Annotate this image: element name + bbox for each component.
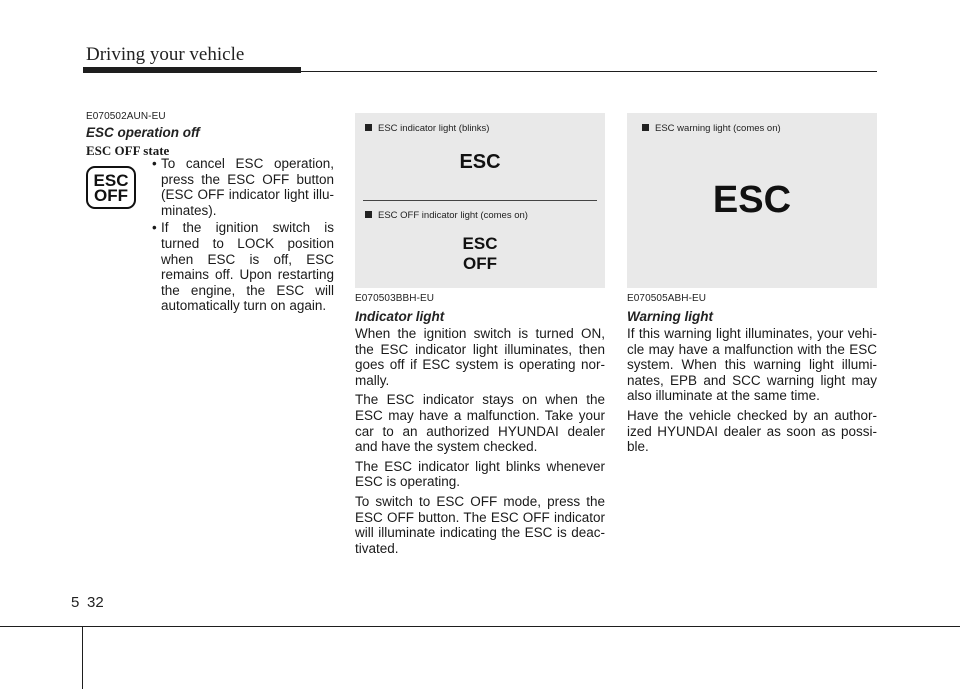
paragraph: The ESC indicator light blinks whenever ESC is operating. [355, 458, 605, 490]
section-subtitle: Warning light [627, 309, 713, 324]
esc-off-indicator-symbol: ESC OFF [462, 234, 498, 273]
section-subtitle: ESC operation off [86, 125, 200, 140]
square-bullet-icon [365, 211, 372, 218]
esc-warning-symbol: ESC [712, 179, 792, 221]
paragraph: Have the vehicle checked by an author-ized HYUNDAI dealer as soon as possi-ble. [627, 407, 877, 455]
square-bullet-icon [365, 124, 372, 131]
panel-divider [363, 200, 597, 201]
paragraph: The ESC indicator stays on when the ESC may have a malfunction. Take your car to an authorized HYUNDAI dealer and have the system checked. [355, 392, 605, 455]
footer-rule [0, 626, 960, 627]
square-bullet-icon [642, 124, 649, 131]
header-rule-thick [83, 67, 301, 73]
paragraph: If this warning light illuminates, your vehi-cle may have a malfunction with the ESC system. When this warning light illumi-nates, EPB and SCC warning light may also illuminate at the same time. [627, 326, 877, 404]
section-code: E070503BBH-EU [355, 293, 435, 304]
warning-light-panel [627, 113, 877, 288]
header-rule-thin [301, 71, 877, 72]
panel-caption-bottom: ESC OFF indicator light (comes on) [365, 210, 528, 221]
esc-off-icon-line2: OFF [94, 185, 128, 205]
page-number: 32 [87, 594, 104, 611]
section-code: E070505ABH-EU [627, 293, 707, 304]
indicator-light-panel [355, 113, 605, 288]
esc-indicator-symbol: ESC [459, 151, 501, 173]
page-header-title: Driving your vehicle [86, 44, 245, 65]
esc-off-icon-line1: ESC [93, 170, 129, 190]
bullet-item: • To cancel ESC operation, press the ESC OFF button (ESC OFF indicator light illu-minates). [152, 156, 334, 218]
state-title: ESC OFF state [86, 143, 170, 158]
paragraph: To switch to ESC OFF mode, press the ESC OFF button. The ESC OFF indicator will illuminate indicating the ESC is deac-tivated. [355, 493, 605, 556]
chapter-number: 5 [71, 594, 80, 611]
bullet-list [152, 156, 334, 316]
section-code: E070502AUN-EU [86, 111, 166, 122]
indicator-light-section [355, 293, 605, 560]
paragraph: When the ignition switch is turned ON, the ESC indicator light illuminates, then goes off if ESC system is operating nor-mally. [355, 326, 605, 388]
panel-caption-warning: ESC warning light (comes on) [642, 123, 781, 134]
panel-caption-top: ESC indicator light (blinks) [365, 123, 489, 134]
footer-vertical-rule [82, 626, 83, 689]
bullet-item: • If the ignition switch is turned to LOCK position when ESC is off, ESC remains off. Upon restarting the engine, the ESC will automatically turn on again. [152, 220, 334, 314]
esc-off-button-icon [86, 166, 136, 209]
warning-light-section [627, 293, 877, 459]
section-subtitle: Indicator light [355, 309, 445, 324]
